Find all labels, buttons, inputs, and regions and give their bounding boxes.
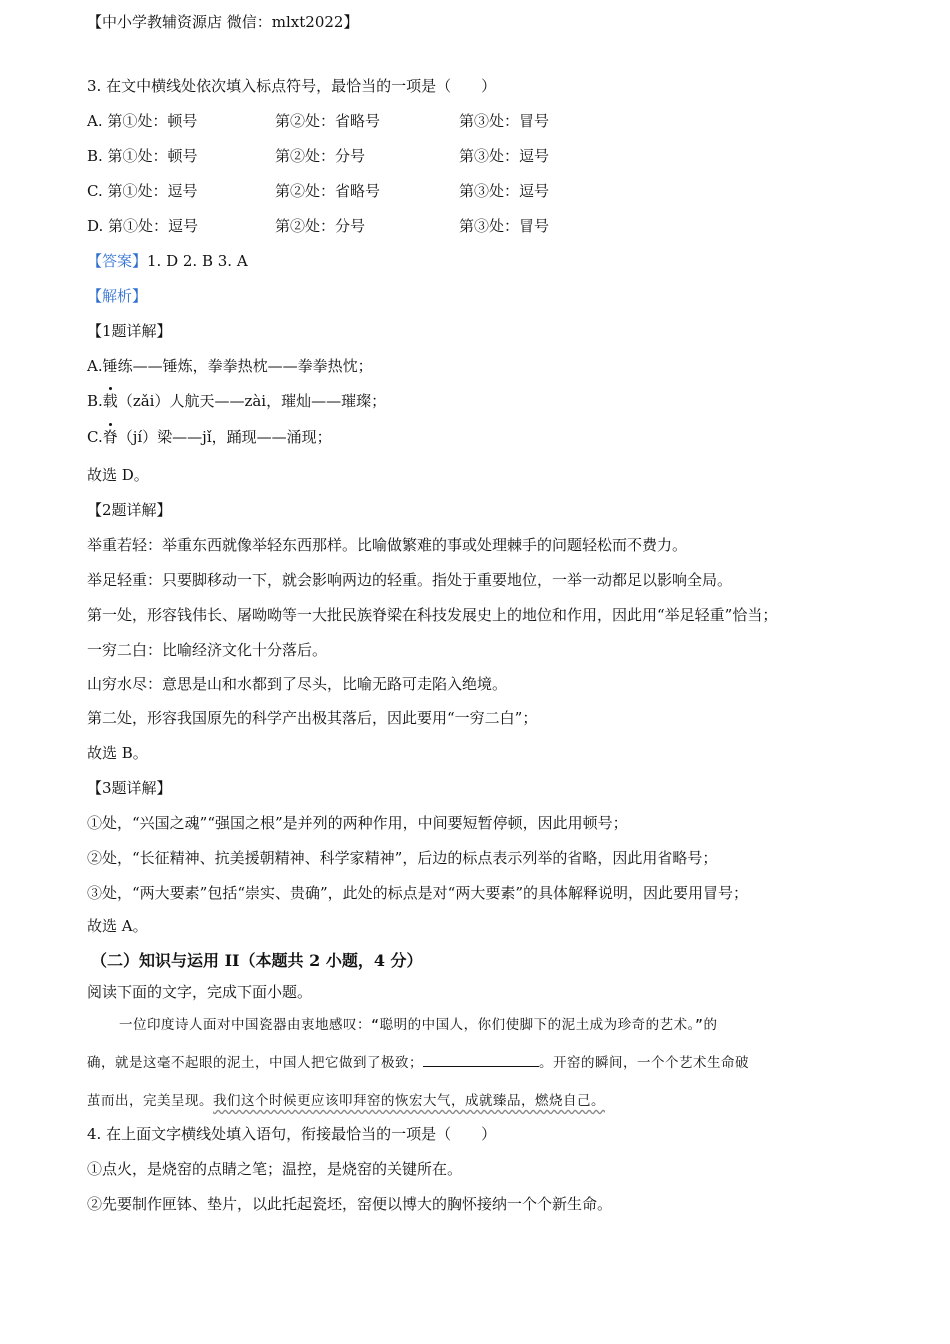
- header-shop-info: 【中小学教辅资源店 微信：mlxt2022】: [87, 13, 359, 31]
- d1-line-c: [87, 427, 332, 447]
- d2-line: 山穷水尽：意思是山和水都到了尽头，比喻无路可走陷入绝境。: [87, 675, 508, 693]
- d1-conclusion: 故选 D。: [87, 466, 149, 484]
- d3-line: ③处，“两大要素”包括“崇实、贵确”，此处的标点是对“两大要素”的具体解释说明，因此要用冒号；: [87, 884, 749, 902]
- q3-option-c: [87, 181, 867, 201]
- d2-line: 第二处，形容我国原先的科学产出极其落后，因此要用“一穷二白”；: [87, 709, 538, 727]
- d3-conclusion: 故选 A。: [87, 917, 148, 935]
- d2-line: 一穷二白：比喻经济文化十分落后。: [87, 641, 328, 659]
- q3-stem: 3. 在文中横线处依次填入标点符号，最恰当的一项是（ ）: [87, 77, 497, 95]
- reading-passage: [87, 1006, 862, 1120]
- d2-line: 举重若轻：举重东西就像举轻东西那样。比喻做繁难的事或处理棘手的问题轻松而不费力。: [87, 536, 688, 554]
- q3-option-d-col3: 第③处：冒号: [459, 217, 550, 235]
- q3-option-a-col3: 第③处：冒号: [459, 112, 550, 130]
- q3-option-c-col3: 第③处：逗号: [459, 182, 550, 200]
- d2-line: 第一处，形容钱伟长、屠呦呦等一大批民族脊梁在科技发展史上的地位和作用，因此用“举足轻重”恰当；: [87, 606, 778, 624]
- passage-line-3-start: 茧而出，完美呈现。: [87, 1093, 213, 1109]
- d1-line-b-prefix: B.: [87, 392, 103, 410]
- q3-option-b: [87, 146, 867, 166]
- q3-option-b-col1: B. 第①处：顿号: [87, 147, 198, 165]
- passage-line-1: 一位印度诗人面对中国瓷器由衷地感叹：“聪明的中国人，你们使脚下的泥土成为珍奇的艺术。”的: [119, 1017, 718, 1033]
- passage-line-3: [87, 1082, 862, 1120]
- d2-conclusion: 故选 B。: [87, 744, 148, 762]
- wavy-underlined-sentence: 我们这个时候更应该叩拜窑的恢宏大气，成就臻品，燃烧自己。: [213, 1093, 605, 1109]
- q3-option-c-col2: 第②处：省略号: [275, 182, 381, 200]
- q3-option-b-col2: 第②处：分号: [275, 147, 366, 165]
- section-title: （二）知识与运用 II（本题共 2 小题，4 分）: [91, 951, 423, 970]
- q4-stem: 4. 在上面文字横线处填入语句，衔接最恰当的一项是（ ）: [87, 1125, 497, 1143]
- q3-option-d-col2: 第②处：分号: [275, 217, 366, 235]
- d3-line: ②处，“长征精神、抗美援朝精神、科学家精神”，后边的标点表示列举的省略，因此用省略号；: [87, 849, 718, 867]
- fill-blank: [423, 1052, 539, 1067]
- q3-option-a: [87, 111, 867, 131]
- q4-option-2: ②先要制作匣钵、垫片，以此托起瓷坯，窑便以博大的胸怀接纳一个个新生命。: [87, 1195, 613, 1213]
- d1-line-c-rest: （jí）梁——jǐ，踊现——涌现；: [117, 428, 332, 446]
- emphasis-dot-char: 载: [102, 392, 118, 410]
- passage-line-2-start: 确，就是这毫不起眼的泥土，中国人把它做到了极致；: [87, 1055, 423, 1071]
- q3-option-d: [87, 216, 867, 236]
- answer-label: 【答案】: [87, 252, 148, 270]
- d3-line: ①处，“兴国之魂”“强国之根”是并列的两种作用，中间要短暂停顿，因此用顿号；: [87, 814, 628, 832]
- d2-line: 举足轻重：只要脚移动一下，就会影响两边的轻重。指处于重要地位，一举一动都足以影响全局。: [87, 571, 733, 589]
- d1-line-c-prefix: C.: [87, 428, 103, 446]
- passage-line-2-end: 。开窑的瞬间，一个个艺术生命破: [539, 1055, 749, 1071]
- q3-option-a-col2: 第②处：省略号: [275, 112, 381, 130]
- section-intro: 阅读下面的文字，完成下面小题。: [87, 983, 313, 1001]
- d2-title: 【2题详解】: [87, 501, 172, 519]
- analysis-label: 【解析】: [87, 287, 148, 305]
- answer-text: 1. D 2. B 3. A: [147, 252, 248, 270]
- d1-line-b: [87, 391, 386, 411]
- q3-option-c-col1: C. 第①处：逗号: [87, 182, 198, 200]
- d3-title: 【3题详解】: [87, 779, 172, 797]
- q3-option-d-col1: D. 第①处：逗号: [87, 217, 199, 235]
- emphasis-dot-char: 脊: [102, 428, 118, 446]
- answer-line: [87, 251, 248, 271]
- d1-line-a: A.锤练——锤炼，拳拳热枕——拳拳热忱；: [87, 357, 373, 375]
- q3-option-b-col3: 第③处：逗号: [459, 147, 550, 165]
- q4-option-1: ①点火，是烧窑的点睛之笔；温控，是烧窑的关键所在。: [87, 1160, 463, 1178]
- passage-line-2: [87, 1044, 862, 1082]
- d1-title: 【1题详解】: [87, 322, 172, 340]
- q3-option-a-col1: A. 第①处：顿号: [87, 112, 198, 130]
- d1-line-b-rest: （zǎi）人航天——zài，璀灿——璀璨；: [117, 392, 387, 410]
